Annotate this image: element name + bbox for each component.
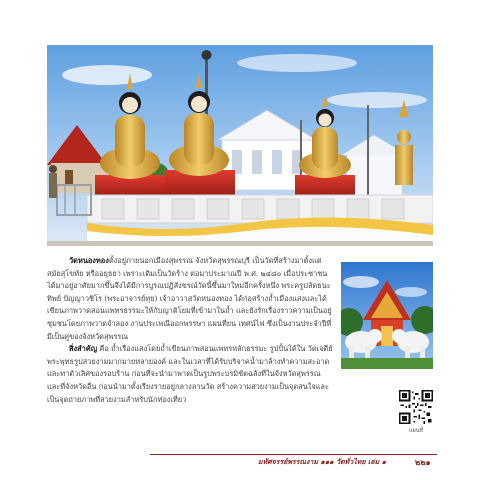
map-qr-code[interactable] (399, 390, 433, 424)
temple-name-lead: วัดหนองทอง (69, 256, 109, 265)
paragraph-history (47, 255, 333, 343)
page-number: ๒๒๑ (415, 458, 431, 467)
highlights-lead: สิ่งสำคัญ (69, 344, 98, 354)
footer-book-title: มหัศจรรย์พรรณงาม ๑๑๑ วัดทั่วไทย เล่ม ๑ (258, 458, 387, 466)
article-body (47, 255, 333, 406)
elephant-pavilion-photo (341, 262, 433, 369)
temple-buddha-photo (47, 45, 433, 246)
paragraph-highlights (47, 343, 333, 406)
paragraph-highlights-text: คือ ถ้ำเรืองแสงโดยถ้ำเขียนภาพสอนแพทรหลักธรรมะ รูปปั้นได้ใน วัดเจดีย์ พระพุทธรูปสวยงามมากมายหลายองค์ และในเวลาที่ได้รับบริจาคน้ำมาล้างทำความสะอาดและทาตัวเลิศของรอบร้าน ก่อนที่จะนำมาพาดเป็นรูปพระบรมิชัตฉลังที่ในจังหวัดสุพรรณ และที่จังหวัดอื่น ก่อนนำมาตั้งเรียงรายอยู่กลางลานวัด สร้างความสวยงามเป็นจุดสนใจและเป็นจุดถ่ายภาพที่สวยงามสำหรับนักท่องเที่ยว (47, 344, 333, 404)
footer-rule (150, 454, 437, 455)
paragraph-history-text: ตั้งอยู่ภายนอกเมืองสุพรรณ จังหวัดสุพรรณบุรี เป็นวัดที่สร้างมาตั้งแต่สมัยสุโขทัย หรืออยุธยา เพราะเดิมเป็นวัดร้าง ต่อมาประมาณปี พ.ศ. ๒๔๘๐ เมื่อประชาชนได้มาอยู่อาศัยมากขึ้นจึงได้มีการบูรณปฏิสังขรณ์วัดนี้ขึ้นมาใหม่อีกครั้งหนึ่ง พระครูปลัดธนะทิพย์ ปัญญาวชิโร (พระอาจารย์ทุย) เจ้าอาวาสวัดหนองทอง ได้ก่อสร้างถ้ำเมืองแสงและได้เขียนภาพวาดสอนแพทรธรรมะให้กับญาติโยมที่เข้ามาในถ้ำ และยังรักเรื่องราวความเป็นอยู่ชุมชนโดยภาพวาดจำลอง งานประเพณีออกพรรษา แผนที่ยน เทศน์ไฟ ซึ่งเป็นงานประจำปีที่มีเป็นคู่ของจังหวัดสุพรรณ (47, 256, 332, 341)
qr-caption: แผนที่ (408, 428, 424, 434)
